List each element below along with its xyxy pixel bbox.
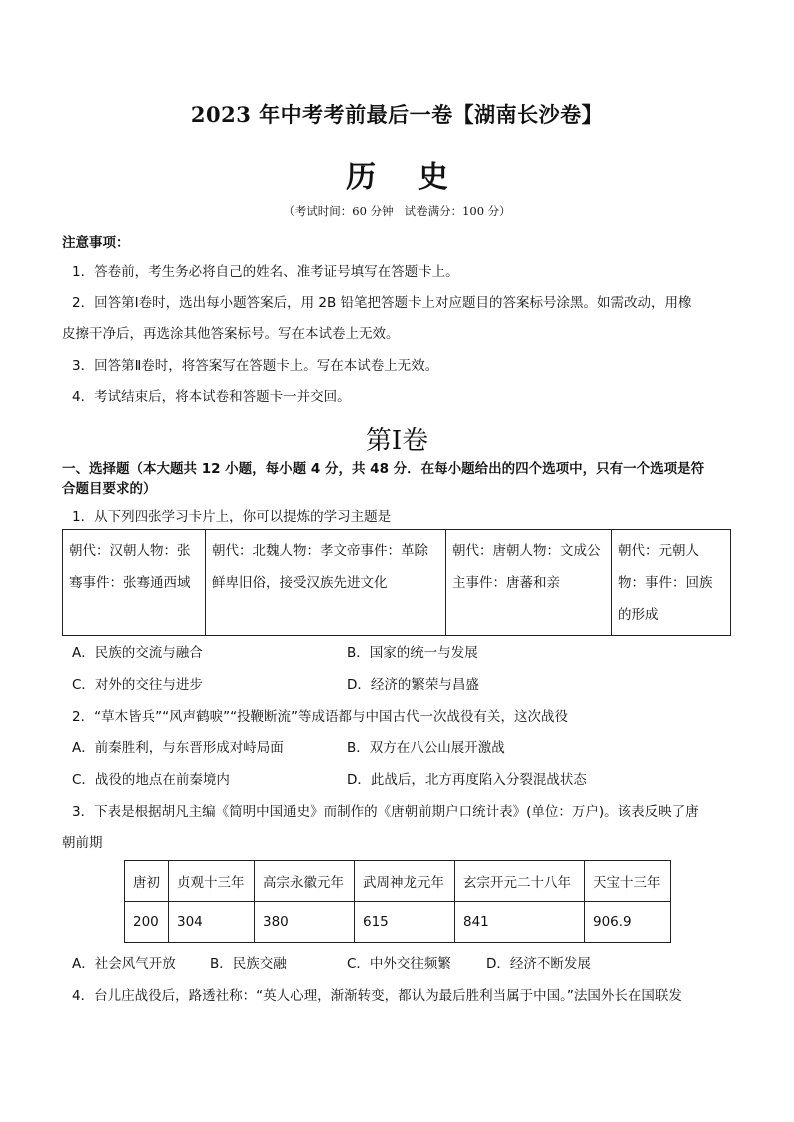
q2-option-a: A．前秦胜利，与东晋形成对峙局面 <box>72 740 284 756</box>
q1-option-b: B．国家的统一与发展 <box>347 645 478 661</box>
q3-option-a: A．社会风气开放 <box>72 956 176 972</box>
table-row <box>125 861 671 902</box>
table-header-cell: 玄宗开元二十八年 <box>455 861 585 902</box>
table-header-cell: 高宗永徽元年 <box>255 861 355 902</box>
exam-info: （考试时间：60 分钟 试卷满分：100 分） <box>283 204 511 218</box>
note-2-line1: 2．回答第Ⅰ卷时，选出每小题答案后，用 2B 铅笔把答题卡上对应题目的答案标号涂黑。如需改动，用橡 <box>72 295 692 311</box>
table-row <box>63 530 731 636</box>
q1-stem: 1．从下列四张学习卡片上，你可以提炼的学习主题是 <box>72 509 392 525</box>
note-1: 1．答卷前，考生务必将自己的姓名、准考证号填写在答题卡上。 <box>72 264 459 280</box>
q3-option-d: D．经济不断发展 <box>486 956 591 972</box>
table-cell: 841 <box>455 902 585 943</box>
q3-stem-line2: 朝前期 <box>62 835 103 851</box>
note-2-line2: 皮擦干净后，再选涂其他答案标号。写在本试卷上无效。 <box>62 326 400 342</box>
q3-option-c: C．中外交往频繁 <box>347 956 451 972</box>
note-3: 3．回答第Ⅱ卷时，将答案写在答题卡上。写在本试卷上无效。 <box>72 358 439 374</box>
section-heading-line2: 合题目要求的） <box>62 481 157 497</box>
q2-option-c: C．战役的地点在前秦境内 <box>72 772 230 788</box>
q2-stem: 2．“草木皆兵”“风声鹤唳”“投鞭断流”等成语都与中国古代一次战役有关，这次战役 <box>72 709 569 725</box>
table-cell: 906.9 <box>585 902 671 943</box>
table-header-cell: 唐初 <box>125 861 169 902</box>
q1-card-table <box>62 529 731 636</box>
table-header-cell: 武周神龙元年 <box>355 861 455 902</box>
q3-stem-line1: 3．下表是根据胡凡主编《简明中国通史》而制作的《唐朝前期户口统计表》(单位：万户)。该表反映了唐 <box>72 804 699 820</box>
table-cell: 200 <box>125 902 169 943</box>
q1-option-d: D．经济的繁荣与昌盛 <box>347 677 479 693</box>
q2-option-b: B．双方在八公山展开激战 <box>347 740 505 756</box>
table-row <box>125 902 671 943</box>
section-juan-title: 第Ⅰ卷 <box>365 426 429 456</box>
table-cell: 304 <box>169 902 255 943</box>
table-cell: 615 <box>355 902 455 943</box>
q4-stem-line1: 4．台儿庄战役后，路透社称：“英人心理，渐渐转变，都认为最后胜利当属于中国。”法国外长在国联发 <box>72 988 682 1004</box>
table-header-cell: 贞观十三年 <box>169 861 255 902</box>
q3-population-table <box>124 860 671 943</box>
q1-card-yuan: 朝代：元朝人物：事件：回族的形成 <box>612 530 731 636</box>
q1-option-c: C．对外的交往与进步 <box>72 677 203 693</box>
table-cell: 380 <box>255 902 355 943</box>
q1-option-a: A．民族的交流与融合 <box>72 645 203 661</box>
q3-option-b: B．民族交融 <box>210 956 287 972</box>
note-4: 4．考试结束后，将本试卷和答题卡一并交回。 <box>72 389 351 405</box>
table-header-cell: 天宝十三年 <box>585 861 671 902</box>
q1-card-tang: 朝代：唐朝人物：文成公主事件：唐蕃和亲 <box>446 530 612 636</box>
q1-card-beiwei: 朝代：北魏人物：孝文帝事件：革除鲜卑旧俗，接受汉族先进文化 <box>206 530 446 636</box>
notes-heading: 注意事项： <box>62 235 130 251</box>
section-heading-line1: 一、选择题（本大题共 12 小题，每小题 4 分，共 48 分．在每小题给出的四个选项中，只有一个选项是符 <box>62 461 705 477</box>
q2-option-d: D．此战后，北方再度陷入分裂混战状态 <box>347 772 587 788</box>
exam-title: 2023 年中考考前最后一卷【湖南长沙卷】 <box>190 102 604 127</box>
subject-title: 历 史 <box>346 160 448 195</box>
q1-card-han: 朝代：汉朝人物：张骞事件：张骞通西域 <box>63 530 206 636</box>
